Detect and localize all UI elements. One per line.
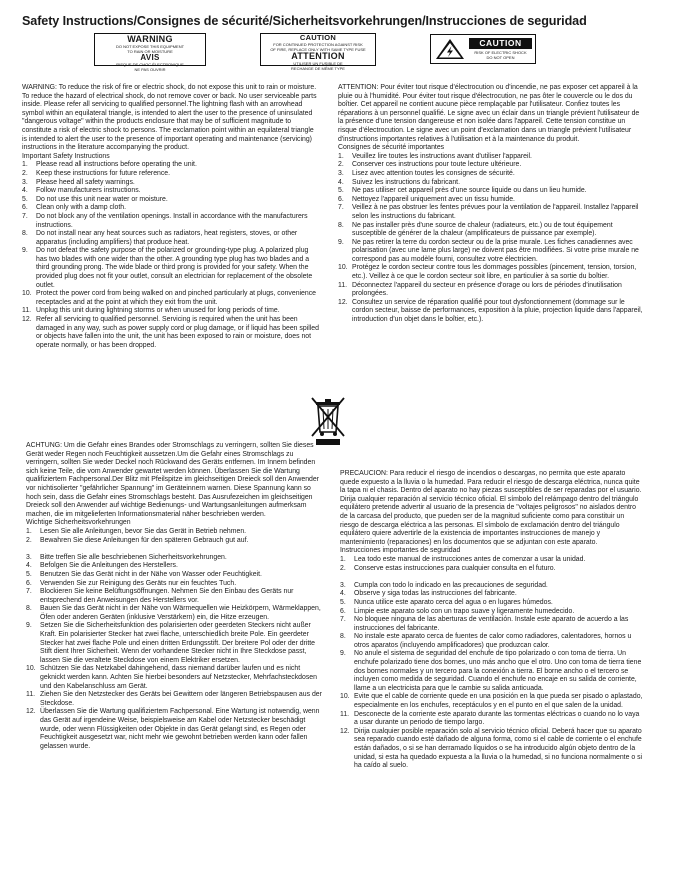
list-item: 9. Do not defeat the safety purpose of the polarized or grounding-type plug. A polarized plug has two blades with one wider than the other. A grounding type plug has two blades and a third grounding prong. The wide blade or third prong is provided for your safety. When the provided plug does not fit your outlet, consult an electrician for replacement of the obsolete outlet. (22, 247, 313, 289)
list-item: 5. Do not use this unit near water or moisture. (22, 195, 168, 203)
list-item: 10. Evite que el cable de corriente quede en una posición en la que pueda ser pisado o aplastado, especialmente en los enchufes, receptáculos y en el punto en el que salen de la unidad. (340, 693, 643, 710)
list-item: 8. No instale este aparato cerca de fuentes de calor como radiadores, calentadores, hornos u otros aparatos (incluyendo amplificadores) que produzcan calor. (340, 633, 632, 649)
french-section (338, 84, 644, 325)
list-item: 8. Do not install near any heat sources such as radiators, heat registers, stoves, or other apparatus (including amplifiers) that produce heat. (22, 230, 298, 246)
list-item: 8. Ne pas installer près d'une source de chaleur (radiateurs, etc.) ou de tout équipement susceptible de générer de la chaleur (amplificateurs de puissance par exemple). (338, 221, 613, 238)
attention-heading: ATTENTION (291, 51, 345, 61)
english-intro: WARNING: To reduce the risk of fire or electric shock, do not expose this unit to rain or moisture. To reduce the hazard of electrical shock, do not remove cover or back. No user serviceable parts inside. Please refer all servicing to qualified personnel.The lightning flash with an arrowhead symbol within an equilateral triangle, is intended to alert the user to the presence of uninsulated "dangerous voltage" within the products enclosure that may be of sufficient magnitude to constitute a risk of electric shock to persons. The exclamation point within an equilateral triangle is intended to alert the user to the presence of important operating and maintenance (servicing) instructions in the literature accompanying the product. (22, 84, 317, 152)
avis-line-2: NE PAS OUVRIR (134, 67, 166, 72)
list-item: 1. Lesen Sie alle Anleitungen, bevor Sie das Gerät in Betrieb nehmen. (26, 527, 247, 535)
list-item: 8. Bauen Sie das Gerät nicht in der Nähe von Wärmequellen wie Heizkörpern, Wärmeklappen, Öfen oder anderen Geräten (inklusive Verstärkern) ein, die Hitze erzeugen. (26, 605, 321, 621)
list-item: 9. No anule el sistema de seguridad del enchufe de tipo polarizado o con toma de tierra. Un enchufe polarizado tiene dos bornes, uno más ancho que el otro. Uno con toma de tierra tiene dos bornes normales y un tercero para la conexión a tierra. El borne ancho o el tercero se incluyen como medida de seguridad. Cuando el enchufe no encaje en su salida de corriente, llame a un electricista para que le cambie su salida anticuada. (340, 650, 642, 692)
attention-line-1: UTILISER UN FUSIBLE DE (293, 61, 343, 66)
list-item: 6. Clean only with a damp cloth. (22, 204, 127, 212)
caution-shock-line-2: DO NOT OPEN (486, 54, 515, 60)
list-item: 7. Veillez à ne pas obstruer les fentes prévues pour la ventilation de l'appareil. Installez l'appareil selon les instructions du fabricant. (338, 204, 639, 220)
english-list (22, 161, 320, 350)
list-item: 9. Ne pas retirer la terre du cordon secteur ou de la prise murale. Les fiches canadiennes avec polarisation (avec une lame plus large) ne doivent pas être modifiées. Si votre prise murale ne correspond pas au modèle fourni, consultez votre électricien. (338, 238, 639, 263)
caution-fuse-heading: CAUTION (299, 33, 337, 42)
list-item: 4. Observe y siga todas las instrucciones del fabricante. (340, 590, 517, 598)
english-heading: Important Safety Instructions (22, 152, 110, 160)
page-title: Safety Instructions/Consignes de sécurité/Sicherheitsvorkehrungen/Instrucciones de seguridad (22, 14, 587, 28)
spanish-intro: PRECAUCION: Para reducir el riesgo de incendios o descargas, no permita que este aparato quede expuesto a la lluvia o la humedad. Para reducir el riesgo de descarga eléctrica, nunca quite la tapa ni el chasis. Dentro del aparato no hay piezas susceptibles de ser reparadas por el usuario. Dirija cualquier reparación al servicio técnico oficial. El símbolo del relámpago dentro del triángulo equilátero pretende advertir al usuario de la presencia de "voltajes peligrosos" no aislados dentro de la carcasa del producto, que pueden ser de la magnitud suficiente como para constituir un riesgo de descarga eléctrica a las personas. El símbolo de exclamación dentro del triángulo equilátero quiere advertirle de la existencia de importantes instrucciones de manejo y mantenimiento (reparaciones) en los documentos que se adjuntan con este aparato. (340, 470, 642, 546)
caution-fuse-label (260, 33, 376, 71)
list-item: 6. Limpie este aparato solo con un trapo suave y ligeramente humedecido. (340, 607, 575, 615)
spanish-list-b (340, 582, 644, 771)
list-item: 11. Déconnectez l'appareil du secteur en présence d'orage ou lors de périodes d'inutilisation prolongées. (338, 281, 622, 298)
list-item: 4. Follow manufacturers instructions. (22, 187, 141, 195)
spanish-heading: Instrucciones importantes de seguridad (340, 547, 461, 555)
french-list (338, 153, 644, 325)
list-item: 11. Ziehen Sie den Netzstecker des Geräts bei Gewittern oder längeren Betriebspausen aus der Steckdose. (26, 691, 322, 707)
list-item: 5. Ne pas utiliser cet appareil près d'une source liquide ou dans un lieu humide. (338, 187, 587, 195)
attention-line-2: RECHANGE DE MÊME TYPE (291, 66, 345, 71)
list-item: 2. Keep these instructions for future reference. (22, 169, 171, 177)
list-item: 6. Nettoyez l'appareil uniquement avec un tissu humide. (338, 195, 515, 203)
lightning-warning-icon (435, 38, 465, 60)
warning-label (94, 33, 206, 72)
list-item: 10. Schützen Sie das Netzkabel dahingehend, dass niemand darüber laufen und es nicht geknickt werden kann. Achten Sie hierbei besonders auf Netzstecker, Mehrfachsteckdosen und den Kabelanschluss am Gerät. (26, 665, 317, 690)
german-heading: Wichtige Sicherheitsvorkehrungen (26, 519, 131, 527)
german-intro: ACHTUNG: Um die Gefahr eines Brandes oder Stromschlags zu verringern, sollten Sie dieses Gerät weder Regen noch Feuchtigkeit aussetzen.Um die Gefahr eines Stromschlags zu verringern, sollten Sie weder Deckel noch Rückwand des Geräts entfernen. Im Innern befinden sich keine Teile, die vom Anwender gewartet werden können. Überlassen Sie die Wartung qualifiziertem Fachpersonal.Der Blitz mit Pfeilspitze im gleichseitigen Dreieck soll den Anwender vor nichtisolierter "gefährlicher Spannung" im Geräteinnern warnen. Diese Spannung kann so hoch sein, dass die Gefahr eines Stromschlags besteht. Das Ausrufezeichen im gleichseitigen Dreieck soll den Anwender auf wichtige Bedienungs- und Wartungsanleitungen aufmerksam machen, die im mitgelieferten Informationsmaterial näher beschrieben werden. (26, 442, 319, 518)
list-item: 2. Conserver ces instructions pour toute lecture ultérieure. (338, 161, 522, 169)
avis-line-1: RISQUE DE CHOC ÉLECTRONIQUE (116, 62, 184, 67)
caution-shock-line-1: RISK OF ELECTRIC SHOCK (474, 50, 527, 55)
english-section (22, 84, 320, 350)
list-item: 11. Desconecte de la corriente este aparato durante las tormentas eléctricas o cuando no lo vaya a usar durante un periodo de tiempo largo. (340, 710, 640, 727)
list-item: 10. Protégez le cordon secteur contre tous les dommages possibles (pincement, tension, torsion, etc.). Veillez à ce que le cordon secteur soit libre, en particulier à sa sortie du boîtier. (338, 264, 637, 281)
list-item: 12. Refer all servicing to qualified personnel. Servicing is required when the unit has been damaged in any way, such as power supply cord or plug damage, or if liquid has been spilled or objects have fallen into the unit, the unit has been exposed to rain or moisture, does not operate normally, or has been dropped. (22, 316, 319, 349)
warning-line-1: DO NOT EXPOSE THIS EQUIPMENT (115, 44, 185, 49)
french-intro: ATTENTION: Pour éviter tout risque d'électrocution ou d'incendie, ne pas exposer cet appareil à la pluie ou à l'humidité. Pour éviter tout risque d'électrocution, ne pas ôter le couvercle ou le dos du boîtier. Cet appareil ne contient aucune pièce remplaçable par l'utilisateur. Confiez toutes les réparations à un personnel qualifié. Le signe avec un éclair dans un triangle prévient l'utilisateur de la présence d'une tension dangereuse et non isolée dans l'appareil. Cette tension constitue un risque d'électrocution. Le signe avec un point d'exclamation dans un triangle prévient l'utilisateur d'instructions importantes relatives à l'utilisation et à la maintenance du produit. (338, 84, 640, 143)
list-item: 5. Nunca utilice este aparato cerca del agua o en lugares húmedos. (340, 598, 553, 606)
list-item: 2. Bewahren Sie diese Anleitungen für den späteren Gebrauch gut auf. (26, 536, 249, 544)
weee-bin-icon (308, 396, 348, 446)
german-list-b (26, 554, 322, 752)
list-item: 6. Verwenden Sie zur Reinigung des Geräts nur ein feuchtes Tuch. (26, 579, 237, 587)
warning-line-2: TO RAIN OR MOISTURE (127, 49, 173, 54)
list-item: 5. Benutzen Sie das Gerät nicht in der Nähe von Wasser oder Feuchtigkeit. (26, 570, 262, 578)
list-item: 9. Setzen Sie die Sicherheitsfunktion des polarisierten oder geerdeten Steckers nicht außer Kraft. Ein polarisierter Stecker hat zwei flache, unterschiedlich breite Pole. Ein geerdeter Stecker hat zwei flache Pole und einen dritten Erdungsstift. Der breitere Pol oder der dritte Stift dient Ihrer Sicherheit. Wenn der vorhandene Stecker nicht in Ihre Steckdose passt, lassen Sie die veraltete Steckdose von einem Elektriker ersetzen. (26, 622, 316, 664)
list-item: 3. Cumpla con todo lo indicado en las precauciones de seguridad. (340, 581, 548, 589)
list-item: 4. Suivez les instructions du fabricant. (338, 178, 461, 186)
list-item: 1. Veuillez lire toutes les instructions avant d'utiliser l'appareil. (338, 152, 532, 160)
spacer (340, 573, 644, 582)
list-item: 1. Please read all instructions before operating the unit. (22, 161, 197, 169)
list-item: 4. Befolgen Sie die Anleitungen des Herstellers. (26, 562, 178, 570)
list-item: 7. Blockieren Sie keine Belüftungsöffnungen. Nehmen Sie den Einbau des Geräts nur entsprechend den Anweisungen des Herstellers vor. (26, 588, 294, 604)
caution-fuse-line-1: FOR CONTINUED PROTECTION AGAINST RISK (273, 42, 363, 47)
spanish-section (340, 470, 644, 771)
list-item: 7. No bloquee ninguna de las aberturas de ventilación. Instale este aparato de acuerdo a las instrucciones del fabricante. (340, 616, 629, 632)
caution-shock-text (469, 51, 532, 61)
list-item: 3. Please heed all safety warnings. (22, 178, 135, 186)
caution-fuse-line-2: OF FIRE, REPLACE ONLY WITH SAME TYPE FUSE (270, 47, 366, 52)
caution-shock-label (430, 34, 536, 64)
avis-heading: AVIS (140, 53, 160, 62)
french-heading: Consignes de sécurité importantes (338, 144, 445, 152)
list-item: 12. Consultez un service de réparation qualifié pour tout dysfonctionnement (dommage sur le cordon secteur, baisse de performances, exposition à la pluie, projection liquide dans l'appareil, introduction d'un objet dans le boîtier, etc.). (338, 298, 643, 324)
list-item: 3. Bitte treffen Sie alle beschriebenen Sicherheitsvorkehrungen. (26, 553, 227, 561)
list-item: 7. Do not block any of the ventilation openings. Install in accordance with the manufacturers instructions. (22, 212, 308, 229)
list-item: 11. Unplug this unit during lightning storms or when unused for long periods of time. (22, 307, 280, 315)
warning-heading: WARNING (127, 34, 173, 44)
spacer (26, 545, 322, 554)
german-section (26, 442, 322, 751)
list-item: 10. Protect the power cord from being walked on and pinched particularly at plugs, convenience receptacles and at the point at which they exit from the unit. (22, 290, 316, 306)
german-list-a (26, 528, 322, 545)
list-item: 1. Lea todo este manual de instrucciones antes de comenzar a usar la unidad. (340, 555, 586, 563)
spanish-list-a (340, 556, 644, 573)
caution-shock-heading: CAUTION (469, 38, 532, 49)
list-item: 12. Überlassen Sie die Wartung qualifiziertem Fachpersonal. Eine Wartung ist notwendig, wenn das Gerät auf irgendeine Weise, beispielsweise am Kabel oder Netzstecker beschädigt wurde, oder wenn Flüssigkeiten oder Objekte in das Gerät gelangt sind, es Regen oder Feuchtigkeit ausgesetzt war, nicht mehr wie gewohnt betrieben werden kann oder fallen gelassen wurde. (26, 708, 320, 750)
list-item: 12. Dirija cualquier posible reparación solo al servicio técnico oficial. Deberá hacer que su aparato sea reparado cuando esté dañado de alguna forma, como si el cable de corriente o el enchufe están dañados, o si se han derramado líquidos o se ha introducido algún objeto dentro de la unidad, si esta ha quedado expuesta a la lluvia o la humedad, si no funciona normalmente o si ha caído al suelo. (340, 727, 643, 770)
list-item: 3. Lisez avec attention toutes les consignes de sécurité. (338, 169, 515, 177)
list-item: 2. Conserve estas instrucciones para cualquier consulta en el futuro. (340, 564, 556, 572)
